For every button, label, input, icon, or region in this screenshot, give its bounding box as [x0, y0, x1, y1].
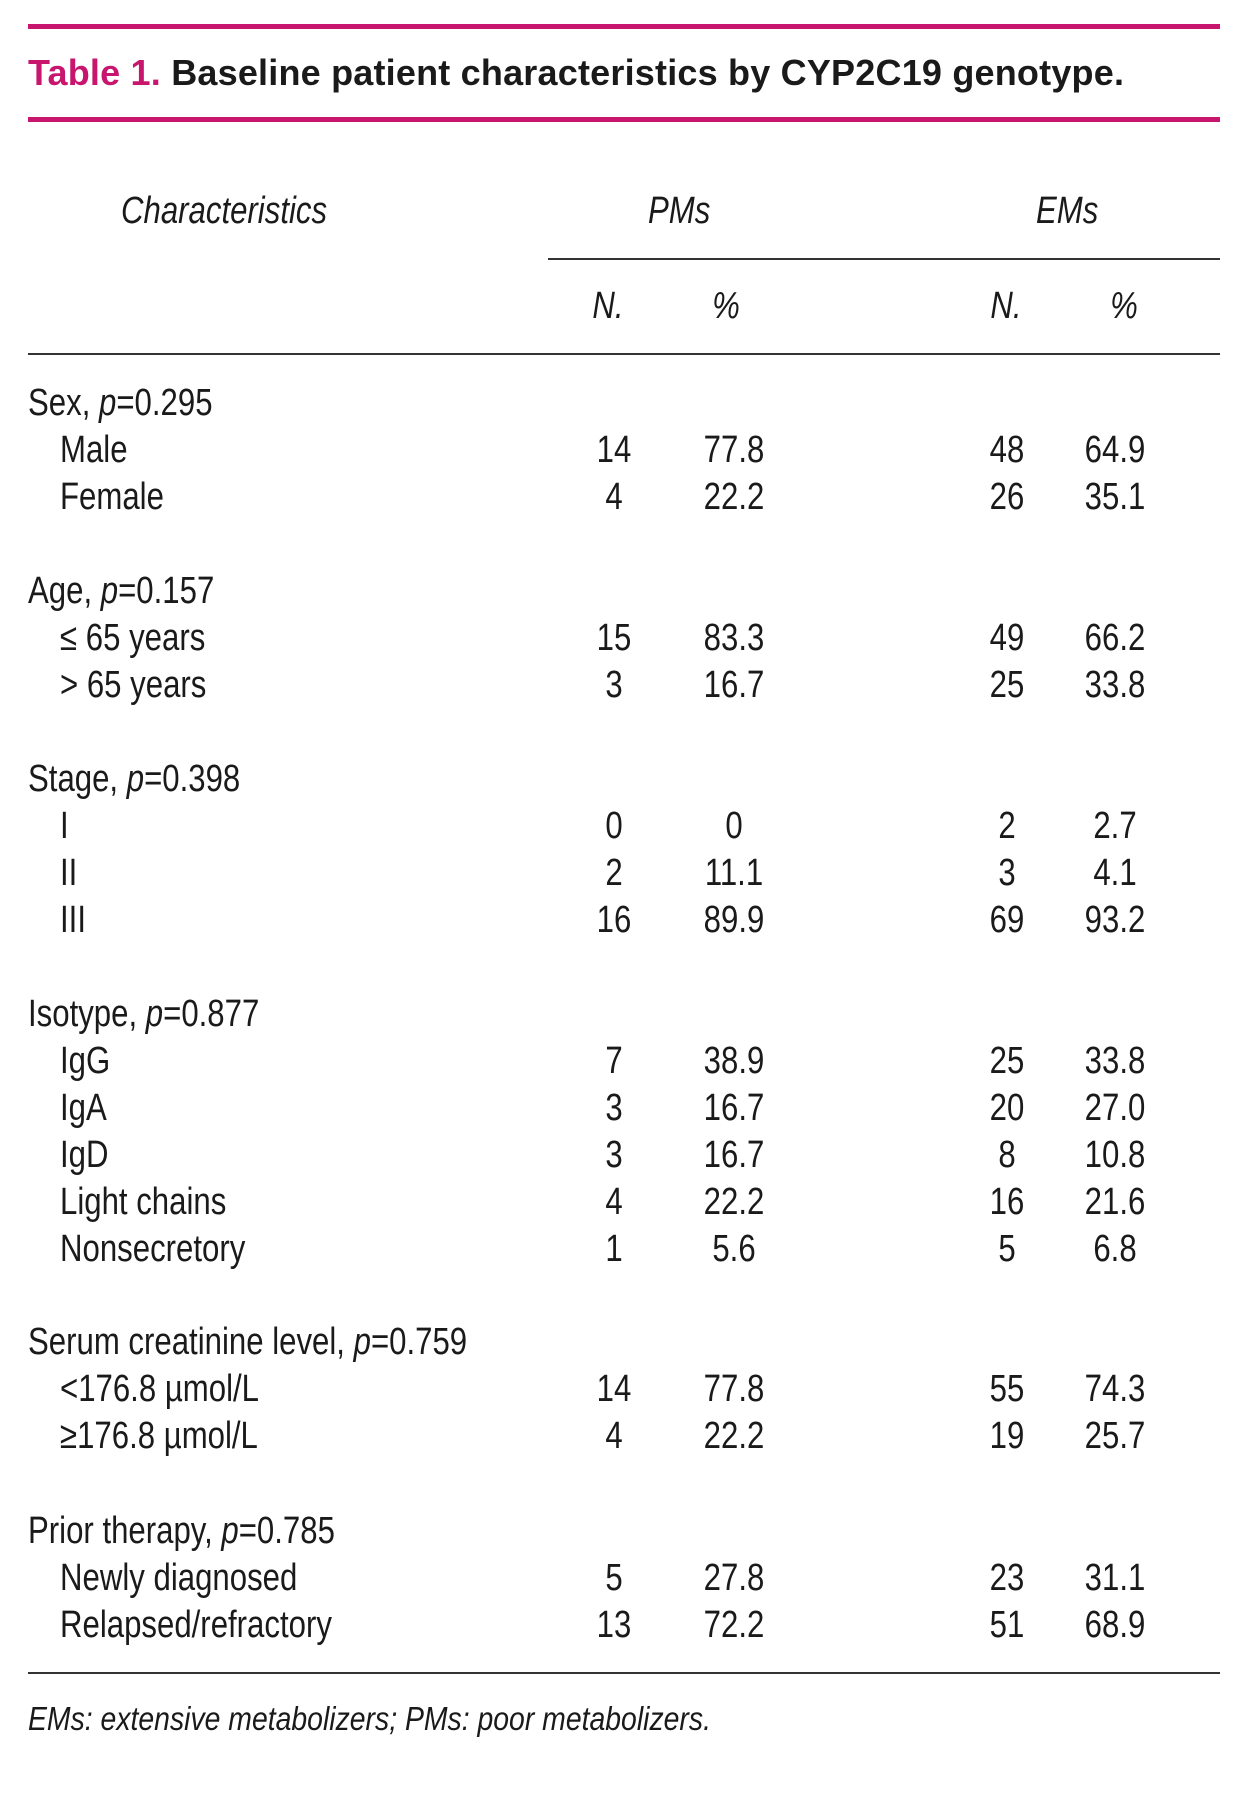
table-caption: Baseline patient characteristics by CYP2C19 genotype.: [171, 52, 1125, 93]
cell-pm-pct: 11.1: [704, 852, 764, 894]
cell-pm-n: 7: [605, 1040, 623, 1082]
row-label: IgD: [60, 1134, 109, 1176]
p-symbol: p: [353, 1321, 371, 1363]
row-label: ≥176.8 µmol/L: [60, 1415, 258, 1457]
cell-pm-n: 3: [605, 1134, 623, 1176]
table-number: Table 1.: [28, 52, 161, 93]
group-name: Age,: [28, 570, 101, 612]
cell-em-n: 16: [989, 1181, 1025, 1223]
p-symbol: p: [100, 570, 119, 612]
cell-pm-pct: 5.6: [712, 1228, 756, 1270]
cell-em-n: 19: [989, 1415, 1025, 1457]
cell-pm-n: 13: [596, 1604, 632, 1646]
cell-pm-n: 0: [605, 805, 623, 847]
cell-em-pct: 4.1: [1093, 852, 1137, 894]
cell-pm-n: 15: [596, 617, 632, 659]
cell-pm-n: 4: [605, 476, 623, 518]
table-footnote: EMs: extensive metabolizers; PMs: poor metabolizers.: [28, 1700, 711, 1737]
cell-em-n: 25: [989, 1040, 1025, 1082]
cell-pm-pct: 22.2: [703, 1181, 765, 1223]
group-label: [28, 993, 259, 1036]
group-label: [28, 1510, 335, 1553]
cell-em-pct: 64.9: [1084, 429, 1146, 471]
cell-em-n: 20: [989, 1087, 1025, 1129]
cell-pm-n: 3: [605, 1087, 623, 1129]
cell-pm-n: 14: [596, 429, 632, 471]
header-pms: PMs: [648, 190, 711, 232]
header-pm-pct: %: [712, 285, 740, 327]
group-label: [28, 758, 240, 801]
cell-em-n: 51: [989, 1604, 1025, 1646]
cell-em-n: 3: [998, 852, 1016, 894]
group-label: [28, 1321, 467, 1364]
cell-pm-n: 4: [605, 1181, 623, 1223]
row-label: Light chains: [60, 1181, 227, 1223]
cell-em-pct: 27.0: [1084, 1087, 1146, 1129]
group-name: Isotype,: [28, 993, 146, 1035]
row-label: I: [60, 805, 69, 847]
header-ems: EMs: [1036, 190, 1099, 232]
group-name: Serum creatinine level,: [28, 1321, 354, 1363]
cell-pm-pct: 22.2: [703, 476, 765, 518]
p-value: =0.785: [238, 1510, 335, 1552]
cell-em-pct: 33.8: [1084, 1040, 1146, 1082]
cell-em-pct: 66.2: [1084, 617, 1146, 659]
row-label: IgG: [60, 1040, 111, 1082]
table-title: [28, 52, 1124, 94]
cell-pm-pct: 16.7: [703, 1087, 765, 1129]
cell-pm-n: 4: [605, 1415, 623, 1457]
cell-pm-n: 14: [596, 1368, 632, 1410]
cell-em-pct: 74.3: [1084, 1368, 1146, 1410]
header-pm-n: N.: [592, 285, 624, 327]
cell-em-pct: 6.8: [1093, 1228, 1137, 1270]
row-label: > 65 years: [60, 664, 207, 706]
cell-em-pct: 21.6: [1084, 1181, 1146, 1223]
cell-pm-pct: 0: [725, 805, 743, 847]
cell-em-pct: 10.8: [1084, 1134, 1146, 1176]
row-label: Relapsed/refractory: [60, 1604, 332, 1646]
p-symbol: p: [99, 382, 117, 424]
cell-em-pct: 25.7: [1084, 1415, 1146, 1457]
header-bottom-rule: [28, 353, 1220, 355]
cell-pm-pct: 38.9: [703, 1040, 765, 1082]
title-rule-top: [28, 24, 1220, 29]
row-label: Female: [60, 476, 164, 518]
group-name: Prior therapy,: [28, 1510, 222, 1552]
p-symbol: p: [126, 758, 145, 800]
header-em-pct: %: [1110, 285, 1138, 327]
cell-em-n: 69: [989, 899, 1025, 941]
header-em-n: N.: [990, 285, 1022, 327]
row-label: Male: [60, 429, 128, 471]
cell-em-pct: 93.2: [1084, 899, 1146, 941]
cell-pm-pct: 16.7: [703, 664, 765, 706]
cell-pm-n: 3: [605, 664, 623, 706]
cell-pm-n: 16: [596, 899, 632, 941]
cell-em-n: 2: [998, 805, 1016, 847]
cell-em-n: 5: [998, 1228, 1016, 1270]
title-rule-bottom: [28, 117, 1220, 122]
p-symbol: p: [221, 1510, 239, 1552]
cell-pm-pct: 16.7: [703, 1134, 765, 1176]
row-label: II: [60, 852, 78, 894]
cell-pm-pct: 22.2: [703, 1415, 765, 1457]
cell-em-pct: 31.1: [1084, 1557, 1146, 1599]
row-label: IgA: [60, 1087, 107, 1129]
cell-pm-pct: 72.2: [703, 1604, 765, 1646]
cell-pm-pct: 89.9: [703, 899, 765, 941]
row-label: III: [60, 899, 86, 941]
group-label: [28, 570, 214, 613]
group-name: Sex,: [28, 382, 100, 424]
header-characteristics: Characteristics: [121, 190, 328, 232]
cell-em-n: 48: [989, 429, 1025, 471]
row-label: Newly diagnosed: [60, 1557, 298, 1599]
p-value: =0.759: [370, 1321, 468, 1363]
cell-em-n: 8: [998, 1134, 1016, 1176]
cell-em-n: 55: [989, 1368, 1025, 1410]
cell-em-pct: 33.8: [1084, 664, 1146, 706]
cell-em-pct: 35.1: [1084, 476, 1146, 518]
cell-pm-pct: 77.8: [703, 1368, 765, 1410]
cell-em-n: 49: [989, 617, 1025, 659]
group-label: [28, 382, 213, 425]
cell-pm-n: 2: [605, 852, 623, 894]
group-name: Stage,: [28, 758, 127, 800]
p-symbol: p: [145, 993, 164, 1035]
header-group-rule: [548, 258, 1220, 260]
cell-pm-pct: 27.8: [703, 1557, 765, 1599]
p-value: =0.295: [116, 382, 213, 424]
cell-em-n: 26: [989, 476, 1025, 518]
table-bottom-rule: [28, 1672, 1220, 1674]
row-label: ≤ 65 years: [60, 617, 206, 659]
row-label: <176.8 µmol/L: [60, 1368, 259, 1410]
cell-pm-n: 1: [605, 1228, 623, 1270]
cell-em-pct: 68.9: [1084, 1604, 1146, 1646]
row-label: Nonsecretory: [60, 1228, 246, 1270]
p-value: =0.398: [144, 758, 241, 800]
p-value: =0.877: [163, 993, 260, 1035]
cell-em-n: 25: [989, 664, 1025, 706]
cell-em-pct: 2.7: [1093, 805, 1137, 847]
cell-pm-n: 5: [605, 1557, 623, 1599]
cell-pm-pct: 77.8: [703, 429, 765, 471]
cell-em-n: 23: [989, 1557, 1025, 1599]
cell-pm-pct: 83.3: [703, 617, 765, 659]
p-value: =0.157: [118, 570, 215, 612]
